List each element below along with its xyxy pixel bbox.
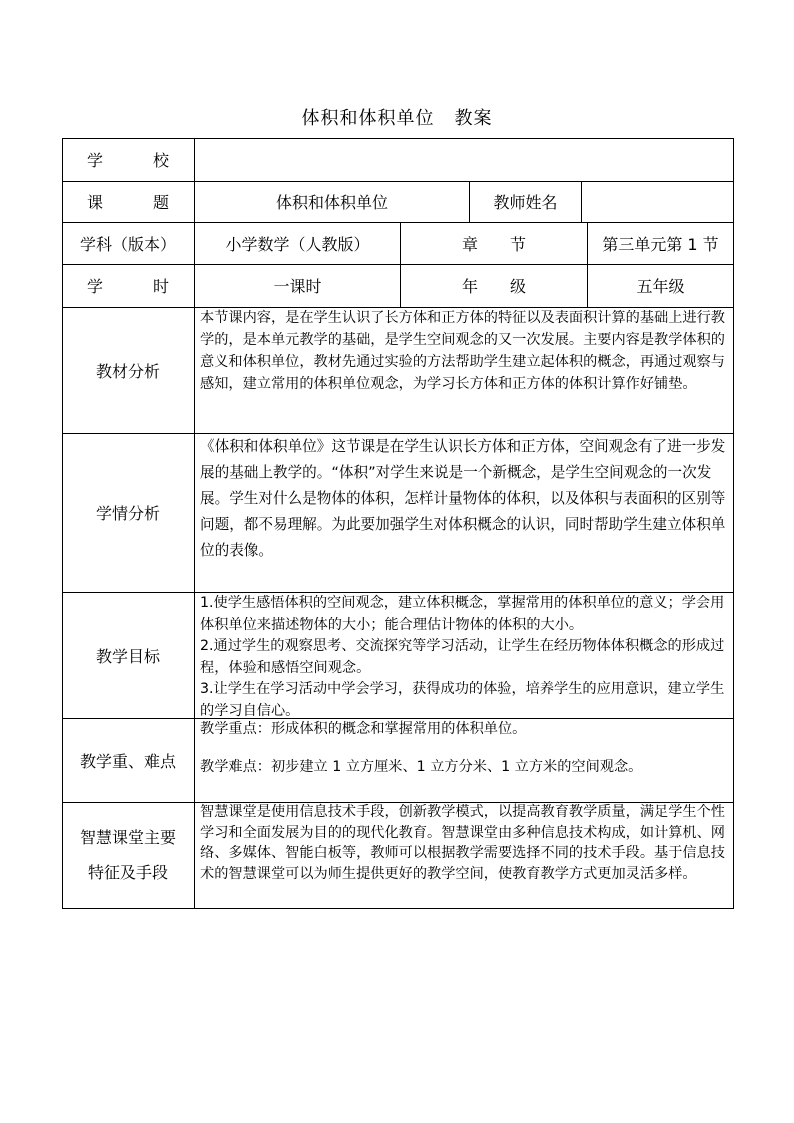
student-analysis-text: 《体积和体积单位》这节课是在学生认识长方体和正方体，空间观念有了进一步发展的基础上教学的。“体积”对学生来说是一个新概念，是学生空间观念的一次发展。学生对什么是物体的体积，怎样计量物体的体积，以及体积与表面积的区别等问题，都不易理解。为此要加强学生对体积概念的认识，同时帮助学生建立体积单位的表像。 [200, 438, 726, 559]
teaching-goals-text [200, 593, 728, 722]
material-analysis-text: 本节课内容，是在学生认识了长方体和正方体的特征以及表面积计算的基础上进行教学的，是本单元教学的基础，是学生空间观念的又一次发展。主要内容是教学体积的意义和体积单位，教材先通过实验的方法帮助学生建立起体积的概念，再通过观察与感知，建立常用的体积单位观念，为学习长方体和正方体的体积计算作好铺垫。 [200, 310, 725, 392]
topic-label [62, 181, 194, 222]
grade-value: 五年级 [636, 277, 685, 296]
teacher-name-label: 教师姓名 [493, 193, 558, 212]
grade-label-a: 年 [462, 277, 479, 296]
hours-label [62, 264, 194, 307]
smart-classroom-label-line2: 特征及手段 [87, 863, 168, 882]
chapter-value: 第三单元第 1 节 [602, 234, 719, 254]
chapter-label-a: 章 [462, 234, 479, 254]
difficult-point: 教学难点：初步建立 1 立方厘米、1 立方分米、1 立方米的空间观念。 [200, 759, 643, 775]
smart-classroom-label-line1: 智慧课堂主要 [79, 828, 176, 847]
school-value [195, 138, 733, 181]
subject-label: 学科（版本） [79, 234, 176, 254]
grade-label [401, 264, 587, 307]
subject-value: 小学数学（人教版） [225, 234, 370, 254]
smart-classroom-text: 智慧课堂是使用信息技术手段，创新教学模式，以提高教育教学质量，满足学生个性学习和全面发展为目的的现代化教育。智慧课堂由多种信息技术构成，如计算机、网络、多媒体、智能白板等，教师可以根据教学需要选择不同的技术手段。基于信息技术的智慧课堂可以为师生提供更好的教学空间，使教育教学方式更加灵活多样。 [200, 804, 725, 882]
school-label-b: 校 [152, 151, 169, 170]
topic-value: 体积和体积单位 [275, 193, 388, 212]
chapter-label-b: 节 [509, 234, 526, 254]
title-suffix: 教案 [454, 108, 493, 129]
hours-label-a: 学 [87, 277, 104, 296]
smart-classroom-label [62, 802, 194, 908]
hours-label-b: 时 [152, 277, 169, 296]
key-difficult-points-label: 教学重、难点 [79, 751, 176, 771]
school-label-a: 学 [87, 151, 104, 170]
teacher-name-value [582, 181, 733, 222]
goal-item-1: 1.使学生感悟体积的空间观念，建立体积概念，掌握常用的体积单位的意义；学会用体积单位来描述物体的大小；能合理估计物体的体积的大小。 [200, 595, 725, 633]
grade-label-b: 级 [509, 277, 526, 296]
topic-label-a: 课 [87, 193, 104, 212]
goal-item-3: 3.让学生在学习活动中学会学习，获得成功的体验，培养学生的应用意识，建立学生的学习自信心。 [200, 681, 725, 719]
chapter-label [401, 222, 587, 264]
topic-label-b: 题 [152, 193, 169, 212]
goal-item-2: 2.通过学生的观察思考、交流探究等学习活动，让学生在经历物体体积概念的形成过程，体验和感悟空间观念。 [200, 638, 725, 676]
key-point: 教学重点：形成体积的概念和掌握常用的体积单位。 [200, 721, 527, 737]
student-analysis-label: 学情分析 [95, 504, 160, 523]
school-label [62, 138, 194, 181]
document-title [0, 104, 794, 130]
teaching-goals-label: 教学目标 [95, 646, 160, 666]
key-difficult-points-text [200, 718, 728, 778]
hours-value: 一课时 [273, 277, 322, 296]
material-analysis-label: 教材分析 [95, 361, 160, 381]
title-main: 体积和体积单位 [301, 108, 435, 129]
lesson-plan-table [62, 138, 734, 909]
